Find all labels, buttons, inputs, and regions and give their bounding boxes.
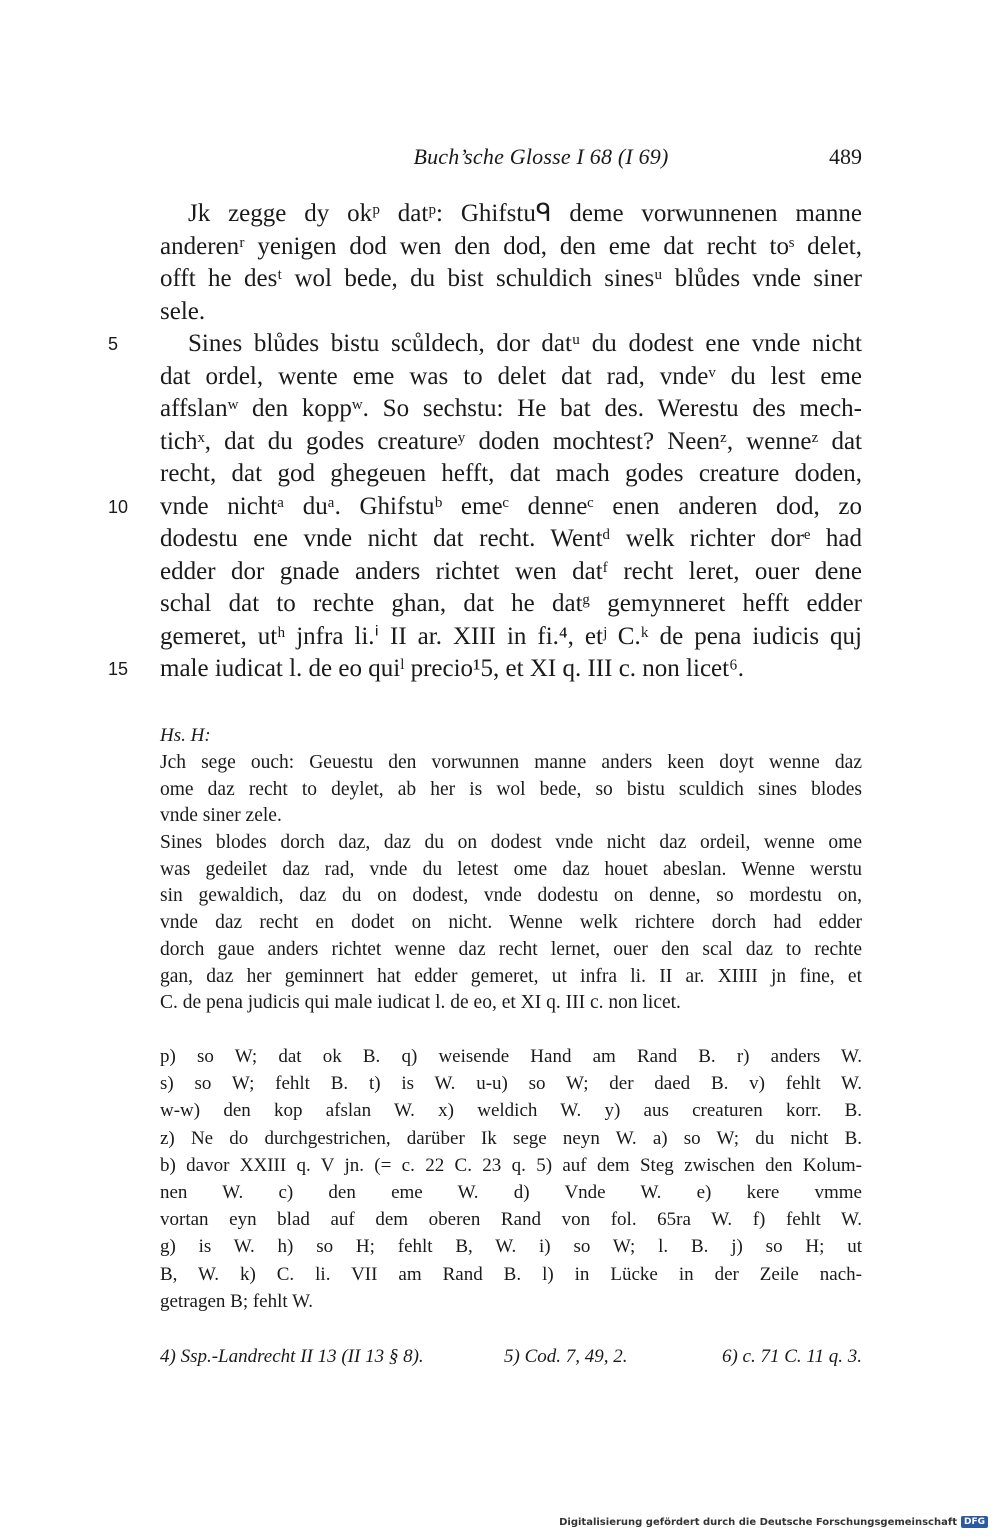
manuscript-label: Hs. H: [160,725,211,746]
main-text-line: gemeret, utʰ jnfra li.ⁱ II ar. XIII in fi.⁴, etʲ C.ᵏ de pena iudicis quj [160,622,862,650]
main-text-line-content: male iudicat l. de eo quiˡ precio¹5, et XI q. III c. non licet⁶. [160,655,745,682]
dfg-credit [559,1516,988,1528]
main-text-line [108,328,862,361]
line-number: 15 [108,659,129,679]
main-text-line: anderenʳ yenigen dod wen den dod, den eme dat recht toˢ delet, [160,232,862,260]
apparatus-line: p) so W; dat ok B. q) weisende Hand am Rand B. r) anders W. [160,1046,862,1067]
main-text-line: sele. [160,297,206,325]
page-number: 489 [829,144,862,169]
apparatus-line: g) is W. h) so H; fehlt B, W. i) so W; l. B. j) so H; ut [160,1236,862,1258]
variant-line: vnde siner zele. [160,805,282,827]
main-text-line: recht, dat god ghegeuen hefft, dat mach godes creature doden, [160,460,862,487]
apparatus-line: w-w) den kop afslan W. x) weldich W. y) aus creaturen korr. B. [160,1100,862,1122]
main-text-line: dat ordel, wente eme was to delet dat rad, vndeᵛ du lest eme [160,362,862,390]
apparatus-line: vortan eyn blad auf dem oberen Rand von fol. 65ra W. f) fehlt W. [160,1209,862,1231]
variant-line: sin gewaldich, daz du on dodest, vnde dodestu on denne, so mordestu on, [160,885,862,907]
apparatus-line: z) Ne do durchgestrichen, darüber Ik sege neyn W. a) so W; du nicht B. [160,1127,862,1149]
main-text-line-content: Sines blůdes bistu scůldech, dor datᵘ du dodest ene vnde nicht [188,330,862,357]
main-text-line-content: vnde nichtᵃ duᵃ. Ghifstuᵇ emeᶜ denneᶜ enen anderen dod, zo [160,492,862,520]
main-text-line: schal dat to rechte ghan, dat he datᵍ gemynneret hefft edder [160,590,862,617]
variant-line: was gedeilet daz rad, vnde du letest ome daz houet abeslan. Wenne werstu [160,858,862,880]
variant-line: gan, daz her geminnert hat edder gemeret, ut infra li. II ar. XIIII jn fine, et [160,965,862,987]
running-title: Buch’sche Glosse I 68 (I 69) [413,144,669,169]
dfg-credit-text: Digitalisierung gefördert durch die Deutsche Forschungsgemeinschaft [559,1516,957,1528]
variant-line: ome daz recht to deylet, ab her is wol bede, so bistu sculdich sines blodes [160,778,862,800]
source-footnotes [160,1346,862,1376]
main-text-line: affslanʷ den koppʷ. So sechstu: He bat des. Werestu des mech- [160,395,862,422]
apparatus-line: getragen B; fehlt W. [160,1290,314,1312]
manuscript-h-variant [160,722,862,1017]
main-text-line: offt he desᵗ wol bede, du bist schuldich sinesᵘ blůdes vnde siner [160,265,862,292]
line-number: 5 [108,334,119,354]
apparatus-line: s) so W; fehlt B. t) is W. u-u) so W; der daed B. v) fehlt W. [160,1073,862,1095]
footnote-5: 5) Cod. 7, 49, 2. [504,1346,628,1367]
footnote-6: 6) c. 71 C. 11 q. 3. [721,1346,862,1367]
main-text-line: dodestu ene vnde nicht dat recht. Wentᵈ welk richter dorᵉ had [160,525,862,552]
apparatus-line: nen W. c) den eme W. d) Vnde W. e) kere vmme [160,1181,862,1203]
main-text-line [108,653,862,686]
critical-apparatus [160,1043,862,1315]
dfg-logo: DFG [961,1516,988,1528]
footnote-4: 4) Ssp.-Landrecht II 13 (II 13 § 8). [160,1346,424,1367]
page-header [160,144,862,176]
variant-line: Jch sege ouch: Geuestu den vorwunnen manne anders keen doyt wenne daz [160,752,862,773]
apparatus-line: B, W. k) C. li. VII am Rand B. l) in Lücke in der Zeile nach- [160,1263,862,1285]
main-text-line: tichˣ, dat du godes creatureʸ doden mochtest? Neenᶻ, wenneᶻ dat [160,427,862,455]
main-text [108,198,862,686]
apparatus-line: b) davor XXIII q. V jn. (= c. 22 C. 23 q. 5) auf dem Steg zwischen den Kolum- [160,1154,862,1176]
line-number: 10 [108,496,129,517]
main-text-line: edder dor gnade anders richtet wen datᶠ recht leret, ouer dene [160,557,862,585]
variant-line: dorch gaue anders richtet wenne daz recht lernet, ouer den scal daz to rechte [160,938,862,960]
variant-line: C. de pena judicis qui male iudicat l. de eo, et XI q. III c. non licet. [160,992,681,1014]
variant-line: Sines blodes dorch daz, daz du on dodest vnde nicht daz ordeil, wenne ome [160,832,862,854]
main-text-line [108,491,862,524]
variant-line: vnde daz recht en dodet on nicht. Wenne welk richtere dorch had edder [160,912,862,934]
main-text-line: Jk zegge dy okᵖ datᵖ: Ghifstuᑫ deme vorwunnenen manne [188,200,862,227]
